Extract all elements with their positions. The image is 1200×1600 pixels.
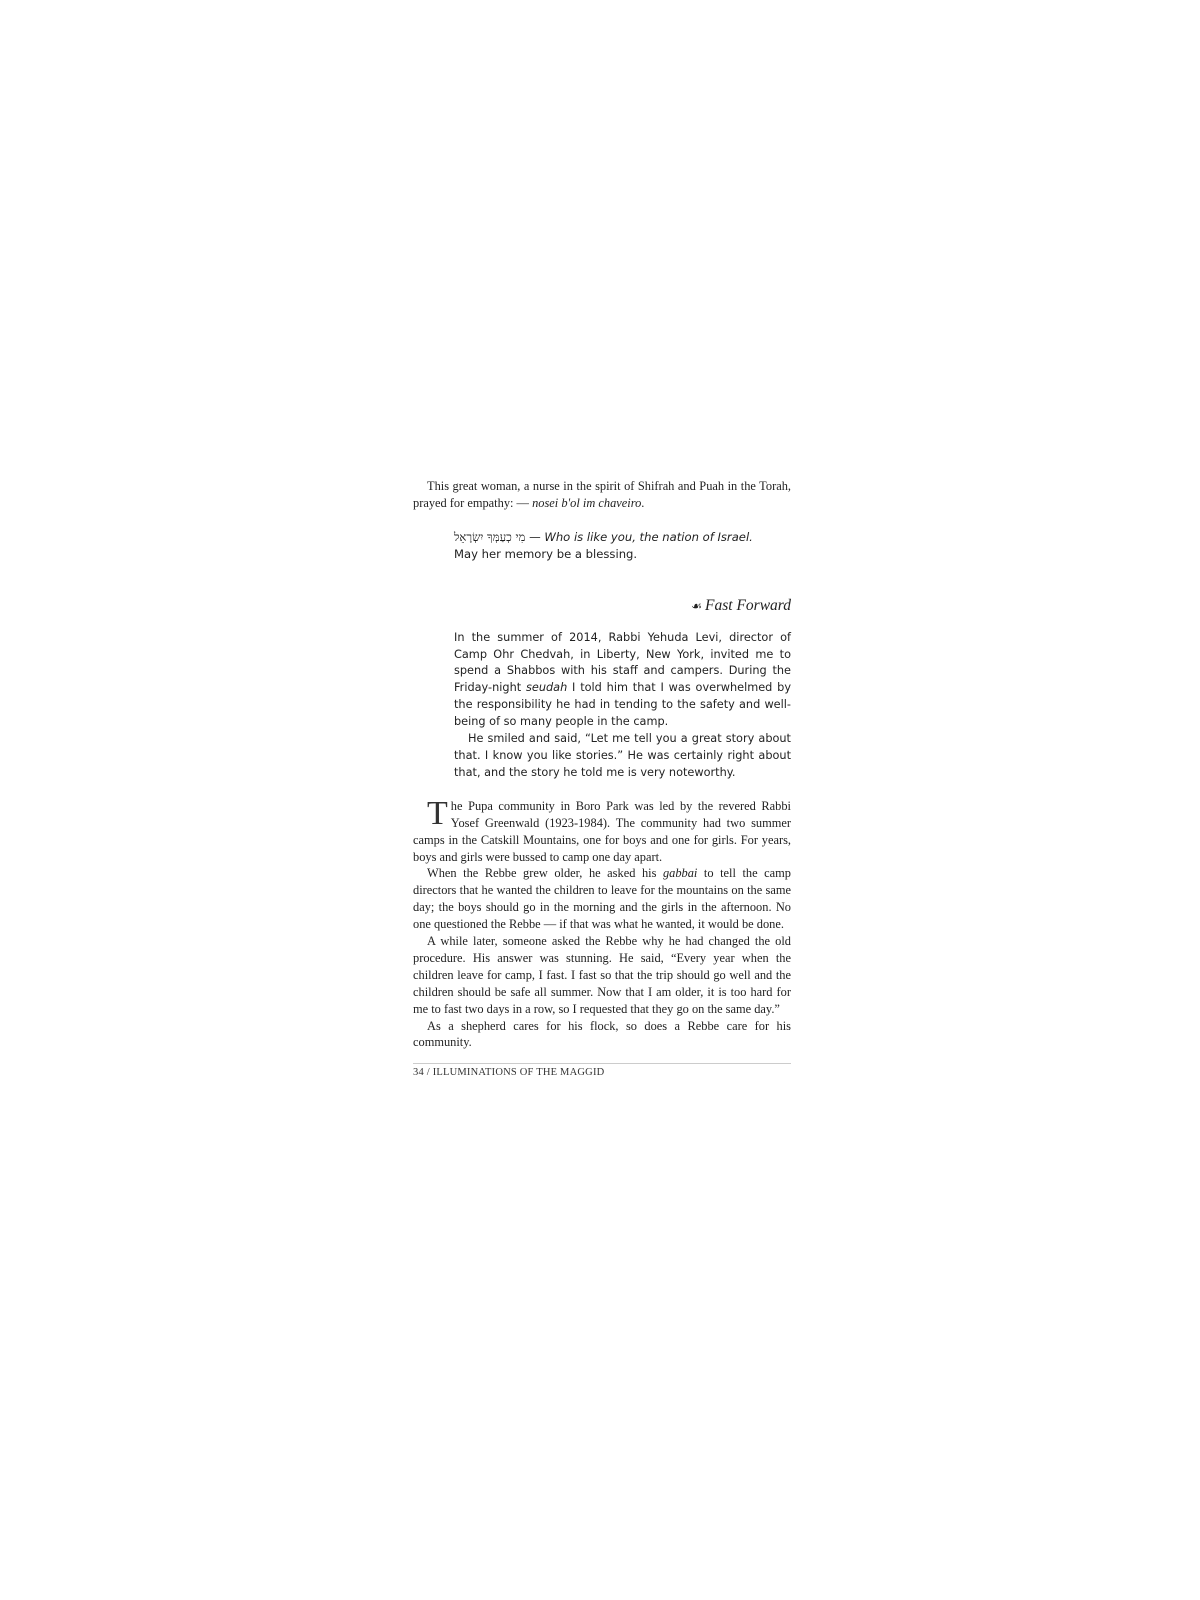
quote-translation: Who is like you, the nation of Israel.: [544, 529, 753, 544]
inset-italic-word: seudah: [526, 681, 568, 695]
story-paragraph-2: [413, 865, 791, 933]
quote-dash: —: [525, 529, 545, 544]
inset-text-cont: I told him that I was overwhelmed by the responsibility he had in tending to the safety and well-being of so many people in the camp.: [454, 681, 792, 729]
page-number: 34: [413, 1067, 424, 1079]
running-footer: [413, 1063, 791, 1080]
story-paragraph-1: [413, 794, 791, 866]
opening-punct: .: [641, 495, 645, 510]
inset-paragraph-2: He smiled and said, “Let me tell you a great story about that. I know you like stories.” He was certainly right about that, and the story he told me is very noteworthy.: [454, 732, 791, 779]
hebrew-text: מִי כְעַמְּךָ יִשְׂרָאֵל: [454, 529, 526, 544]
quote-line-2: May her memory be a blessing.: [454, 546, 638, 561]
section-title: Fast Forward: [705, 596, 791, 614]
opening-text: This great woman, a nurse in the spirit of Shifrah and Puah in the Torah, prayed for empathy: —: [413, 479, 791, 510]
book-page: [413, 478, 791, 1080]
blockquote: [454, 529, 791, 563]
story-text: he Pupa community in Boro Park was led by the revered Rabbi Yosef Greenwald (1923-1984). The community had two summer camps in the Catskill Mountains, one for boys and one for girls. For years, boys and girls were bussed to camp one day apart.: [413, 798, 791, 864]
inset-paragraph-1: [454, 630, 791, 731]
drop-cap: T: [427, 794, 448, 832]
footer-separator: /: [423, 1067, 433, 1079]
inset-text: In the summer of 2014, Rabbi Yehuda Levi, director of Camp Ohr Chedvah, in Liberty, New York, invited me to spend a Shabbos with his staff and campers. During the Friday-night: [454, 630, 791, 695]
story-italic-word: gabbai: [662, 866, 698, 881]
opening-paragraph: [413, 478, 791, 512]
fleuron-icon: ☙: [691, 598, 703, 613]
story-body: [413, 794, 791, 1052]
section-heading: [413, 596, 791, 616]
quote-line-1: [454, 529, 791, 546]
book-title: ILLUMINATIONS OF THE MAGGID: [432, 1067, 605, 1079]
story-text: When the Rebbe grew older, he asked his: [427, 866, 663, 881]
story-paragraph-3: A while later, someone asked the Rebbe why he had changed the old procedure. His answer was stunning. He said, “Every year when the children leave for camp, I fast. I fast so that the trip should go well and the children should be safe all summer. Now that I am older, it is too hard for me to fast two days in a row, so I requested that they go on the same day.”: [413, 934, 791, 1016]
story-paragraph-4: As a shepherd cares for his flock, so does a Rebbe care for his community.: [413, 1018, 791, 1050]
story-text-cont: to tell the camp directors that he wanted the children to leave for the mountains on the same day; the boys should go in the morning and the girls in the afternoon. No one questioned the Rebbe — if that was what he wanted, it would be done.: [413, 866, 791, 932]
opening-italic-phrase: nosei b'ol im chaveiro: [532, 495, 642, 510]
inset-passage: [454, 630, 791, 782]
